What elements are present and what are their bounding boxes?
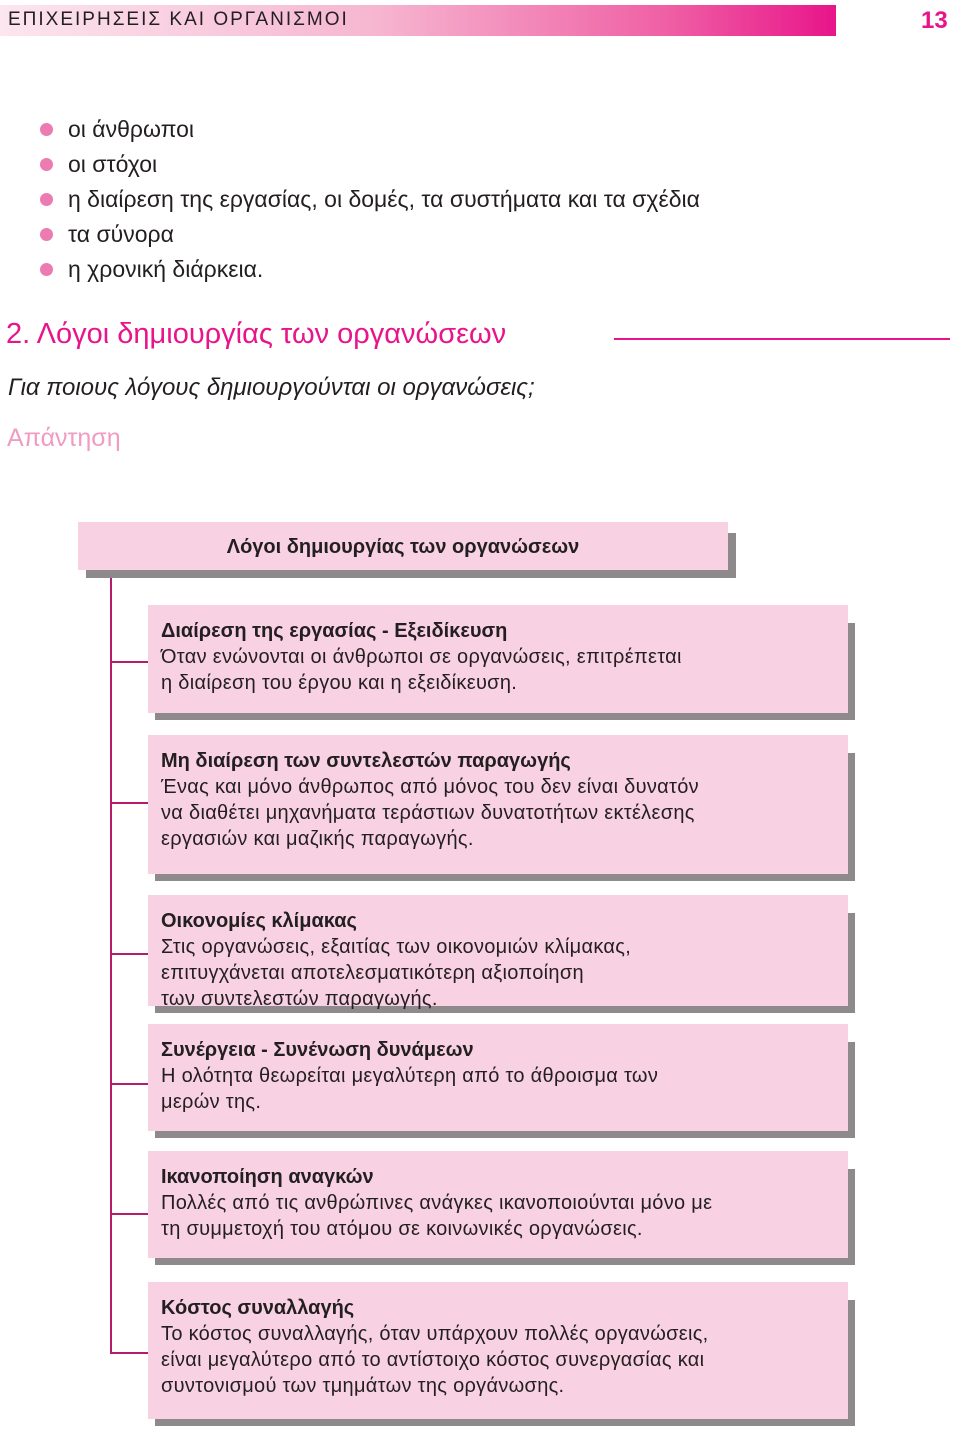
list-item xyxy=(40,112,700,147)
diagram-item-title: Ικανοποίηση αναγκών xyxy=(161,1166,374,1188)
diagram-item-box xyxy=(148,1282,848,1419)
list-item-text: η χρονική διάρκεια. xyxy=(68,256,264,282)
tree-connector-branch xyxy=(110,802,150,804)
tree-connector-vertical xyxy=(110,575,112,1353)
section-rule xyxy=(614,338,950,340)
diagram-item-line: τη συμμετοχή του ατόμου σε κοινωνικές οργανώσεις. xyxy=(161,1218,643,1240)
diagram-root-box xyxy=(78,522,728,570)
diagram-item-line: μερών της. xyxy=(161,1091,262,1113)
tree-connector-branch xyxy=(110,1083,150,1085)
diagram-item-box xyxy=(148,1024,848,1131)
diagram-item-title: Μη διαίρεση των συντελεστών παραγωγής xyxy=(161,750,571,772)
diagram-item-title: Κόστος συναλλαγής xyxy=(161,1297,355,1319)
list-item-text: οι στόχοι xyxy=(68,151,158,177)
diagram-item-title: Συνέργεια - Συνένωση δυνάμεων xyxy=(161,1039,474,1061)
tree-connector-branch xyxy=(110,953,150,955)
bullet-dot-icon xyxy=(40,193,53,206)
diagram-item-box xyxy=(148,605,848,713)
tree-connector-branch xyxy=(110,661,150,663)
list-item xyxy=(40,147,700,182)
list-item-text: η διαίρεση της εργασίας, οι δομές, τα συστήματα και τα σχέδια xyxy=(68,186,700,212)
diagram-item-line: εργασιών και μαζικής παραγωγής. xyxy=(161,828,474,850)
running-header: ΕΠΙΧΕΙΡΗΣΕΙΣ ΚΑΙ ΟΡΓΑΝΙΣΜΟΙ xyxy=(8,9,349,30)
section-title: 2. Λόγοι δημιουργίας των οργανώσεων xyxy=(6,318,507,350)
diagram-item-title: Διαίρεση της εργασίας - Εξειδίκευση xyxy=(161,620,508,642)
list-item xyxy=(40,252,700,287)
tree-connector-branch xyxy=(110,1352,150,1354)
diagram-item-line: Η ολότητα θεωρείται μεγαλύτερη από το άθροισμα των xyxy=(161,1065,659,1087)
diagram-item-box xyxy=(148,1151,848,1258)
list-item xyxy=(40,182,700,217)
tree-connector-branch xyxy=(110,1213,150,1215)
diagram-item-line: συντονισμού των τμημάτων της οργάνωσης. xyxy=(161,1375,565,1397)
bullet-dot-icon xyxy=(40,228,53,241)
diagram-item-box xyxy=(148,895,848,1010)
list-item-text: τα σύνορα xyxy=(68,221,174,247)
diagram-item-box xyxy=(148,735,848,874)
diagram-item-line: είναι μεγαλύτερο από το αντίστοιχο κόστος συνεργασίας και xyxy=(161,1349,705,1371)
diagram-item-line: Ένας και μόνο άνθρωπος από μόνος του δεν είναι δυνατόν xyxy=(161,776,699,798)
diagram-item-line: να διαθέτει μηχανήματα τεράστιων δυνατοτήτων εκτέλεσης xyxy=(161,802,695,824)
diagram-item-line: Το κόστος συναλλαγής, όταν υπάρχουν πολλές οργανώσεις, xyxy=(161,1323,709,1345)
diagram-item-line: των συντελεστών παραγωγής. xyxy=(161,988,438,1010)
bullet-dot-icon xyxy=(40,263,53,276)
question: Για ποιους λόγους δημιουργούνται οι οργανώσεις; xyxy=(8,374,535,401)
bullet-dot-icon xyxy=(40,158,53,171)
diagram-item-line: Στις οργανώσεις, εξαιτίας των οικονομιών κλίμακας, xyxy=(161,936,632,958)
diagram-item-line: επιτυγχάνεται αποτελεσματικότερη αξιοποίηση xyxy=(161,962,584,984)
diagram-item-line: η διαίρεση του έργου και η εξειδίκευση. xyxy=(161,672,518,694)
diagram-item-title: Οικονομίες κλίμακας xyxy=(161,910,357,932)
diagram-item-line: Όταν ενώνονται οι άνθρωποι σε οργανώσεις, επιτρέπεται xyxy=(161,646,682,668)
list-item-text: οι άνθρωποι xyxy=(68,116,195,142)
diagram-root-title: Λόγοι δημιουργίας των οργανώσεων xyxy=(226,536,580,558)
list-item xyxy=(40,217,700,252)
page-number: 13 xyxy=(921,7,948,34)
diagram-item-line: Πολλές από τις ανθρώπινες ανάγκες ικανοποιούνται μόνο με xyxy=(161,1192,713,1214)
answer-label: Απάντηση xyxy=(7,424,121,452)
bullet-list xyxy=(40,112,700,287)
bullet-dot-icon xyxy=(40,123,53,136)
